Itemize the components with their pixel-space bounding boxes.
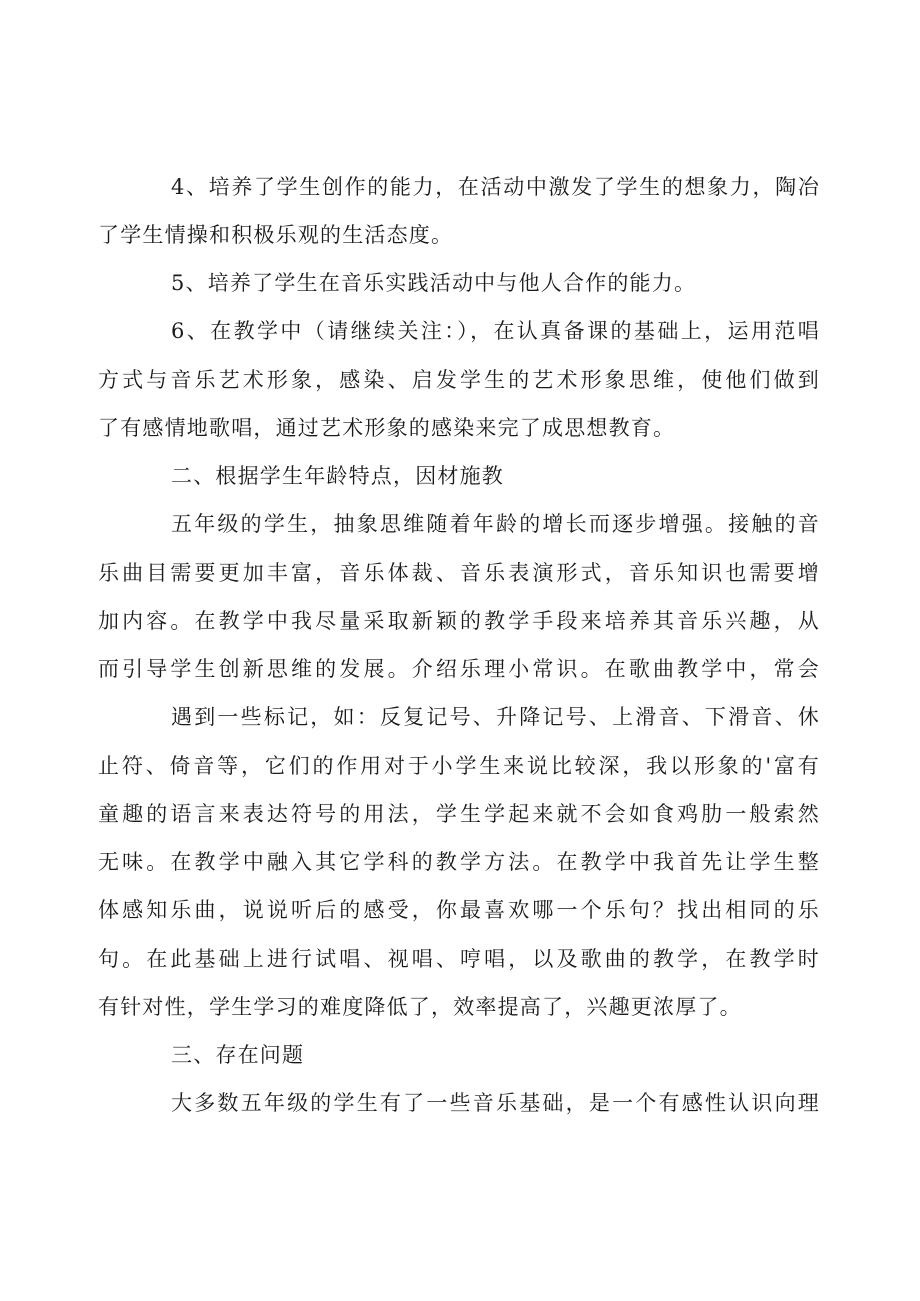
text-line: 无味。在教学中融入其它学科的教学方法。在教学中我首先让学生整 [98,850,820,874]
text-line: 句。在此基础上进行试唱、视唱、哼唱，以及歌曲的教学，在教学时 [98,947,820,971]
text-line: 遇到一些标记，如：反复记号、升降记号、上滑音、下滑音、休 [171,705,820,729]
text-line: 体感知乐曲，说说听后的感受，你最喜欢哪一个乐句？找出相同的乐 [98,898,820,922]
text-line: 方式与音乐艺术形象，感染、启发学生的艺术形象思维，使他们做到 [98,368,820,392]
text-line: 4、培养了学生创作的能力，在活动中激发了学生的想象力，陶冶 [171,175,820,199]
section-heading: 二、根据学生年龄特点，因材施教 [171,464,504,488]
text-line: 了学生情操和积极乐观的生活态度。 [98,223,454,247]
text-line: 6、在教学中（请继续关注：），在认真备课的基础上，运用范唱 [171,319,820,343]
text-line: 有针对性，学生学习的难度降低了，效率提高了，兴趣更浓厚了。 [98,995,742,1019]
text-line: 而引导学生创新思维的发展。介绍乐理小常识。在歌曲教学中，常会 [98,657,820,681]
text-line: 童趣的语言来表达符号的用法，学生学起来就不会如食鸡肋一般索然 [98,802,820,826]
text-line: 止符、倚音等，它们的作用对于小学生来说比较深，我以形象的'富有 [98,754,820,778]
text-line: 乐曲目需要更加丰富，音乐体裁、音乐表演形式，音乐知识也需要增 [98,561,820,585]
text-line: 了有感情地歌唱，通过艺术形象的感染来完了成思想教育。 [98,416,676,440]
text-line: 5、培养了学生在音乐实践活动中与他人合作的能力。 [171,271,697,295]
text-line: 五年级的学生，抽象思维随着年龄的增长而逐步增强。接触的音 [171,512,820,536]
text-line: 加内容。在教学中我尽量采取新颖的教学手段来培养其音乐兴趣，从 [98,609,820,633]
text-line: 大多数五年级的学生有了一些音乐基础，是一个有感性认识向理 [171,1091,820,1115]
section-heading: 三、存在问题 [171,1043,305,1067]
